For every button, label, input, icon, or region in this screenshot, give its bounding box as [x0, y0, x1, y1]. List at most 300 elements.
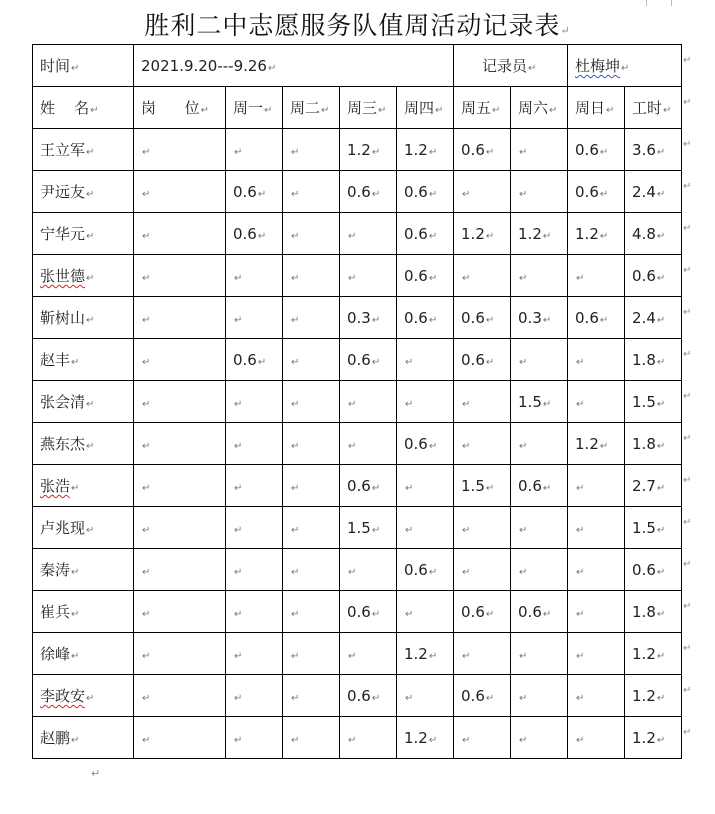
cell-mon[interactable]: [226, 549, 283, 591]
paragraph-mark-icon: ↵: [656, 188, 666, 200]
cell-name[interactable]: [33, 255, 134, 297]
hours-value: 1.2: [632, 644, 656, 663]
name-value: 宁华元: [40, 225, 86, 243]
paragraph-mark-icon: ↵: [86, 693, 95, 704]
cell-sat[interactable]: [511, 381, 568, 423]
cell-sun[interactable]: [568, 339, 625, 381]
hours-value: 1.8: [632, 602, 656, 621]
cell-tue[interactable]: [283, 717, 340, 759]
column-header-row: [33, 87, 682, 129]
thu-value: 0.6: [404, 560, 428, 579]
paragraph-mark-icon: ↵: [485, 692, 495, 704]
cell-fri[interactable]: [454, 213, 511, 255]
cell-tue[interactable]: [283, 423, 340, 465]
row-end-mark-icon: ↵: [683, 349, 692, 360]
cell-name[interactable]: [33, 129, 134, 171]
cell-post[interactable]: [134, 339, 226, 381]
row-end-mark-icon: ↵: [683, 223, 692, 234]
cell-tue[interactable]: [283, 171, 340, 213]
cell-fri[interactable]: [454, 255, 511, 297]
paragraph-mark-icon: ↵: [542, 482, 552, 494]
cell-hours[interactable]: [625, 465, 682, 507]
cell-fri[interactable]: [454, 423, 511, 465]
cell-fri[interactable]: [454, 339, 511, 381]
sun-value: 0.6: [575, 308, 599, 327]
paragraph-mark-icon: ↵: [234, 692, 243, 704]
cell-post[interactable]: [134, 423, 226, 465]
row-end-mark-icon: ↵: [683, 475, 692, 486]
date-range-cell[interactable]: 2021.9.20---9.26↵: [134, 45, 454, 87]
cell-wed[interactable]: [340, 591, 397, 633]
paragraph-mark-icon: ↵: [405, 356, 414, 368]
paragraph-mark-icon: ↵: [348, 272, 357, 284]
paragraph-mark-icon: ↵: [142, 524, 151, 536]
col-mon-header[interactable]: 周一↵: [226, 87, 283, 129]
name-value: 赵鹏: [40, 729, 71, 747]
paragraph-mark-icon: ↵: [485, 608, 495, 620]
cell-post[interactable]: [134, 129, 226, 171]
cell-sun[interactable]: [568, 507, 625, 549]
paragraph-mark-icon: ↵: [291, 356, 300, 368]
cell-hours[interactable]: [625, 339, 682, 381]
row-end-mark-icon: ↵: [683, 643, 692, 654]
paragraph-mark-icon: ↵: [405, 692, 414, 704]
paragraph-mark-icon: ↵: [519, 650, 528, 662]
cell-post[interactable]: [134, 465, 226, 507]
cell-sun[interactable]: [568, 465, 625, 507]
paragraph-mark-icon: ↵: [371, 146, 381, 158]
paragraph-mark-icon: ↵: [656, 272, 666, 284]
paragraph-mark-icon: ↵: [142, 356, 151, 368]
cell-mon[interactable]: [226, 339, 283, 381]
paragraph-mark-icon: ↵: [656, 608, 666, 620]
paragraph-mark-icon: ↵: [485, 356, 495, 368]
paragraph-mark-icon: ↵: [599, 146, 609, 158]
cell-hours[interactable]: [625, 717, 682, 759]
paragraph-mark-icon: ↵: [291, 650, 300, 662]
paragraph-mark-icon: ↵: [142, 482, 151, 494]
cell-post[interactable]: [134, 297, 226, 339]
cell-hours[interactable]: [625, 297, 682, 339]
cell-sat[interactable]: [511, 213, 568, 255]
cell-thu[interactable]: [397, 171, 454, 213]
col-wed-header[interactable]: 周三↵: [340, 87, 397, 129]
cell-tue[interactable]: [283, 255, 340, 297]
cell-hours[interactable]: [625, 213, 682, 255]
paragraph-mark-icon: ↵: [599, 188, 609, 200]
cell-sun[interactable]: [568, 129, 625, 171]
cell-sun[interactable]: [568, 549, 625, 591]
cell-fri[interactable]: [454, 717, 511, 759]
paragraph-mark-icon: ↵: [428, 650, 438, 662]
paragraph-mark-icon: ↵: [348, 734, 357, 746]
cell-post[interactable]: [134, 717, 226, 759]
cell-tue[interactable]: [283, 549, 340, 591]
cell-hours[interactable]: [625, 255, 682, 297]
paragraph-mark-icon: ↵: [462, 188, 471, 200]
cell-post[interactable]: [134, 591, 226, 633]
cell-thu[interactable]: [397, 633, 454, 675]
paragraph-mark-icon: ↵: [348, 230, 357, 242]
cell-wed[interactable]: [340, 213, 397, 255]
cell-sat[interactable]: [511, 171, 568, 213]
paragraph-mark-icon: ↵: [371, 608, 381, 620]
cell-mon[interactable]: [226, 255, 283, 297]
paragraph-mark-icon: ↵: [656, 650, 666, 662]
cell-mon[interactable]: [226, 381, 283, 423]
cell-wed[interactable]: [340, 297, 397, 339]
cell-fri[interactable]: [454, 591, 511, 633]
row-end-mark-icon: ↵: [683, 265, 692, 276]
cell-mon[interactable]: [226, 507, 283, 549]
paragraph-mark-icon: ↵: [428, 272, 438, 284]
cell-tue[interactable]: [283, 675, 340, 717]
cell-mon[interactable]: [226, 675, 283, 717]
cell-thu[interactable]: [397, 129, 454, 171]
paragraph-mark-icon: ↵: [234, 608, 243, 620]
paragraph-mark-icon: ↵: [519, 566, 528, 578]
col-sat-header[interactable]: 周六↵: [511, 87, 568, 129]
fri-value: 0.6: [461, 686, 485, 705]
paragraph-mark-icon: ↵: [519, 692, 528, 704]
cell-fri[interactable]: [454, 507, 511, 549]
paragraph-mark-icon: ↵: [348, 566, 357, 578]
paragraph-mark-icon: ↵: [485, 314, 495, 326]
col-name-header[interactable]: 姓 名↵: [33, 87, 134, 129]
cell-name[interactable]: [33, 465, 134, 507]
cell-tue[interactable]: [283, 339, 340, 381]
cell-thu[interactable]: [397, 675, 454, 717]
paragraph-mark-icon: ↵: [462, 566, 471, 578]
cell-thu[interactable]: [397, 255, 454, 297]
paragraph-mark-icon: ↵: [656, 524, 666, 536]
cell-sun[interactable]: [568, 381, 625, 423]
thu-value: 0.6: [404, 182, 428, 201]
cell-sat[interactable]: [511, 339, 568, 381]
fri-value: 0.6: [461, 602, 485, 621]
cell-name[interactable]: [33, 171, 134, 213]
wed-value: 0.6: [347, 476, 371, 495]
wed-value: 0.6: [347, 686, 371, 705]
cell-hours[interactable]: [625, 171, 682, 213]
cell-name[interactable]: [33, 675, 134, 717]
cell-mon[interactable]: [226, 591, 283, 633]
cell-thu[interactable]: [397, 465, 454, 507]
cell-hours[interactable]: [625, 591, 682, 633]
cell-sat[interactable]: [511, 297, 568, 339]
col-fri-header[interactable]: 周五↵: [454, 87, 511, 129]
cell-fri[interactable]: [454, 549, 511, 591]
cell-sat[interactable]: [511, 507, 568, 549]
row-end-mark-icon: ↵: [683, 181, 692, 192]
cell-tue[interactable]: [283, 591, 340, 633]
cell-thu[interactable]: [397, 423, 454, 465]
cell-fri[interactable]: [454, 129, 511, 171]
cell-fri[interactable]: [454, 171, 511, 213]
paragraph-mark-icon: ↵: [519, 356, 528, 368]
cell-wed[interactable]: [340, 717, 397, 759]
cell-name[interactable]: [33, 507, 134, 549]
paragraph-mark-icon: ↵: [656, 146, 666, 158]
wed-value: 0.6: [347, 182, 371, 201]
row-end-mark-icon: ↵: [683, 139, 692, 150]
cell-mon[interactable]: [226, 717, 283, 759]
row-end-mark-icon: ↵: [683, 727, 692, 738]
paragraph-mark-icon: ↵: [257, 188, 267, 200]
cell-mon[interactable]: [226, 171, 283, 213]
cell-thu[interactable]: [397, 717, 454, 759]
cell-wed[interactable]: [340, 633, 397, 675]
cell-fri[interactable]: [454, 381, 511, 423]
cell-hours[interactable]: [625, 633, 682, 675]
cell-wed[interactable]: [340, 255, 397, 297]
cell-sun[interactable]: [568, 717, 625, 759]
paragraph-mark-icon: ↵: [656, 692, 666, 704]
cell-wed[interactable]: [340, 423, 397, 465]
cell-wed[interactable]: [340, 381, 397, 423]
paragraph-mark-icon: ↵: [371, 188, 381, 200]
cell-post[interactable]: [134, 255, 226, 297]
cell-tue[interactable]: [283, 507, 340, 549]
name-value: 李政安: [40, 687, 86, 705]
paragraph-mark-icon: ↵: [576, 272, 585, 284]
recorder-name-cell[interactable]: 杜梅坤↵: [568, 45, 682, 87]
cell-sat[interactable]: [511, 423, 568, 465]
cell-hours[interactable]: [625, 675, 682, 717]
cell-tue[interactable]: [283, 633, 340, 675]
cell-fri[interactable]: [454, 297, 511, 339]
cell-thu[interactable]: [397, 549, 454, 591]
paragraph-mark-icon: ↵: [576, 524, 585, 536]
name-value: 赵丰: [40, 351, 71, 369]
paragraph-mark-icon: ↵: [405, 524, 414, 536]
hours-value: 4.8: [632, 224, 656, 243]
paragraph-mark-icon: ↵: [86, 273, 95, 284]
paragraph-mark-icon: ↵: [428, 230, 438, 242]
row-end-mark-icon: ↵: [683, 559, 692, 570]
paragraph-mark-icon: ↵: [428, 188, 438, 200]
cell-name[interactable]: [33, 381, 134, 423]
sat-value: 0.6: [518, 476, 542, 495]
paragraph-mark-icon: ↵: [519, 272, 528, 284]
paragraph-mark-icon: ↵: [86, 441, 95, 452]
name-value: 徐峰: [40, 645, 71, 663]
paragraph-mark-icon: ↵: [428, 314, 438, 326]
cell-mon[interactable]: [226, 465, 283, 507]
col-post-header[interactable]: 岗 位↵: [134, 87, 226, 129]
paragraph-mark-icon: ↵: [599, 314, 609, 326]
cell-sun[interactable]: [568, 171, 625, 213]
hours-value: 1.5: [632, 518, 656, 537]
sun-value: 0.6: [575, 182, 599, 201]
cell-sat[interactable]: [511, 255, 568, 297]
paragraph-mark-icon: ↵: [485, 230, 495, 242]
cell-thu[interactable]: [397, 381, 454, 423]
cell-name[interactable]: [33, 591, 134, 633]
paragraph-mark-icon: ↵: [142, 692, 151, 704]
paragraph-mark-icon: ↵: [142, 440, 151, 452]
table-row: [33, 297, 682, 339]
paragraph-mark-icon: ↵: [656, 356, 666, 368]
paragraph-mark-icon: ↵: [71, 483, 80, 494]
wed-value: 1.2: [347, 140, 371, 159]
cell-mon[interactable]: [226, 129, 283, 171]
cell-wed[interactable]: [340, 549, 397, 591]
paragraph-mark-icon: ↵: [71, 735, 80, 746]
cell-sun[interactable]: [568, 255, 625, 297]
cell-thu[interactable]: [397, 507, 454, 549]
table-row: [33, 171, 682, 213]
cell-name[interactable]: [33, 339, 134, 381]
cell-tue[interactable]: [283, 297, 340, 339]
wed-value: 1.5: [347, 518, 371, 537]
paragraph-mark-icon: ↵: [371, 482, 381, 494]
paragraph-mark-icon: ↵: [576, 734, 585, 746]
cell-mon[interactable]: [226, 423, 283, 465]
cell-sat[interactable]: [511, 633, 568, 675]
cell-sun[interactable]: [568, 633, 625, 675]
cell-tue[interactable]: [283, 213, 340, 255]
cell-name[interactable]: [33, 717, 134, 759]
cell-fri[interactable]: [454, 633, 511, 675]
wed-value: 0.3: [347, 308, 371, 327]
row-end-mark-icon: ↵: [683, 307, 692, 318]
cell-tue[interactable]: [283, 381, 340, 423]
cell-hours[interactable]: [625, 423, 682, 465]
col-tue-header[interactable]: 周二↵: [283, 87, 340, 129]
cell-post[interactable]: [134, 171, 226, 213]
cell-post[interactable]: [134, 381, 226, 423]
fri-value: 1.2: [461, 224, 485, 243]
paragraph-mark-icon: ↵: [576, 692, 585, 704]
cell-wed[interactable]: [340, 339, 397, 381]
cell-post[interactable]: [134, 675, 226, 717]
end-paragraph-mark-icon: ↵: [91, 767, 101, 780]
paragraph-mark-icon: ↵: [519, 146, 528, 158]
paragraph-mark-icon: ↵: [371, 356, 381, 368]
cell-post[interactable]: [134, 213, 226, 255]
paragraph-mark-icon: ↵: [142, 314, 151, 326]
cell-name[interactable]: [33, 633, 134, 675]
cell-name[interactable]: [33, 423, 134, 465]
cell-hours[interactable]: [625, 129, 682, 171]
cell-thu[interactable]: [397, 297, 454, 339]
paragraph-mark-icon: ↵: [142, 398, 151, 410]
paragraph-mark-icon: ↵: [291, 524, 300, 536]
hours-value: 1.8: [632, 350, 656, 369]
cell-wed[interactable]: [340, 675, 397, 717]
cell-tue[interactable]: [283, 129, 340, 171]
cell-name[interactable]: [33, 297, 134, 339]
thu-value: 1.2: [404, 728, 428, 747]
paragraph-mark-icon: ↵: [462, 272, 471, 284]
name-value: 王立军: [40, 141, 86, 159]
paragraph-mark-icon: ↵: [291, 398, 300, 410]
thu-value: 0.6: [404, 224, 428, 243]
cell-sat[interactable]: [511, 591, 568, 633]
paragraph-mark-icon: ↵: [348, 440, 357, 452]
cell-post[interactable]: [134, 549, 226, 591]
document-title: [0, 6, 715, 42]
cell-fri[interactable]: [454, 465, 511, 507]
cell-thu[interactable]: [397, 591, 454, 633]
cell-wed[interactable]: [340, 171, 397, 213]
paragraph-mark-icon: ↵: [142, 188, 151, 200]
cell-thu[interactable]: [397, 339, 454, 381]
cell-sun[interactable]: [568, 423, 625, 465]
time-label-cell[interactable]: 时间↵: [33, 45, 134, 87]
cell-wed[interactable]: [340, 465, 397, 507]
paragraph-mark-icon: ↵: [234, 398, 243, 410]
paragraph-mark-icon: ↵: [234, 440, 243, 452]
name-value: 张浩: [40, 477, 71, 495]
cell-sun[interactable]: [568, 591, 625, 633]
cell-post[interactable]: [134, 507, 226, 549]
cell-wed[interactable]: [340, 129, 397, 171]
cell-name[interactable]: [33, 549, 134, 591]
cell-sat[interactable]: [511, 675, 568, 717]
row-end-mark-icon: ↵: [683, 97, 692, 108]
recorder-label-cell[interactable]: 记录员↵: [454, 45, 568, 87]
cell-thu[interactable]: [397, 213, 454, 255]
cell-fri[interactable]: [454, 675, 511, 717]
table-row: [33, 549, 682, 591]
paragraph-mark-icon: ↵: [71, 609, 80, 620]
cell-mon[interactable]: [226, 297, 283, 339]
paragraph-mark-icon: ↵: [462, 734, 471, 746]
col-hours-header[interactable]: 工时↵: [625, 87, 682, 129]
row-end-mark-icon: ↵: [683, 55, 692, 66]
cell-sun[interactable]: [568, 675, 625, 717]
paragraph-mark-icon: ↵: [234, 524, 243, 536]
cell-sat[interactable]: [511, 717, 568, 759]
paragraph-mark-icon: ↵: [428, 734, 438, 746]
cell-tue[interactable]: [283, 465, 340, 507]
paragraph-mark-icon: ↵: [519, 524, 528, 536]
col-sun-header[interactable]: 周日↵: [568, 87, 625, 129]
paragraph-mark-icon: ↵: [405, 608, 414, 620]
paragraph-mark-icon: ↵: [291, 734, 300, 746]
paragraph-mark-icon: ↵: [656, 566, 666, 578]
paragraph-mark-icon: ↵: [462, 524, 471, 536]
cell-mon[interactable]: [226, 213, 283, 255]
cell-post[interactable]: [134, 633, 226, 675]
paragraph-mark-icon: ↵: [542, 398, 552, 410]
paragraph-mark-icon: ↵: [291, 272, 300, 284]
info-row: [33, 45, 682, 87]
cell-wed[interactable]: [340, 507, 397, 549]
paragraph-mark-icon: ↵: [462, 398, 471, 410]
paragraph-mark-icon: ↵: [462, 650, 471, 662]
cell-name[interactable]: [33, 213, 134, 255]
cell-hours[interactable]: [625, 381, 682, 423]
cell-hours[interactable]: [625, 549, 682, 591]
paragraph-mark-icon: ↵: [142, 734, 151, 746]
paragraph-mark-icon: ↵: [257, 356, 267, 368]
cell-sun[interactable]: [568, 297, 625, 339]
cell-mon[interactable]: [226, 633, 283, 675]
paragraph-mark-icon: ↵: [485, 482, 495, 494]
cell-sat[interactable]: [511, 129, 568, 171]
cell-sat[interactable]: [511, 549, 568, 591]
cell-sat[interactable]: [511, 465, 568, 507]
col-thu-header[interactable]: 周四↵: [397, 87, 454, 129]
paragraph-mark-icon: ↵: [576, 650, 585, 662]
duty-record-table: [32, 44, 682, 759]
cell-hours[interactable]: [625, 507, 682, 549]
paragraph-mark-icon: ↵: [291, 608, 300, 620]
cell-sun[interactable]: [568, 213, 625, 255]
